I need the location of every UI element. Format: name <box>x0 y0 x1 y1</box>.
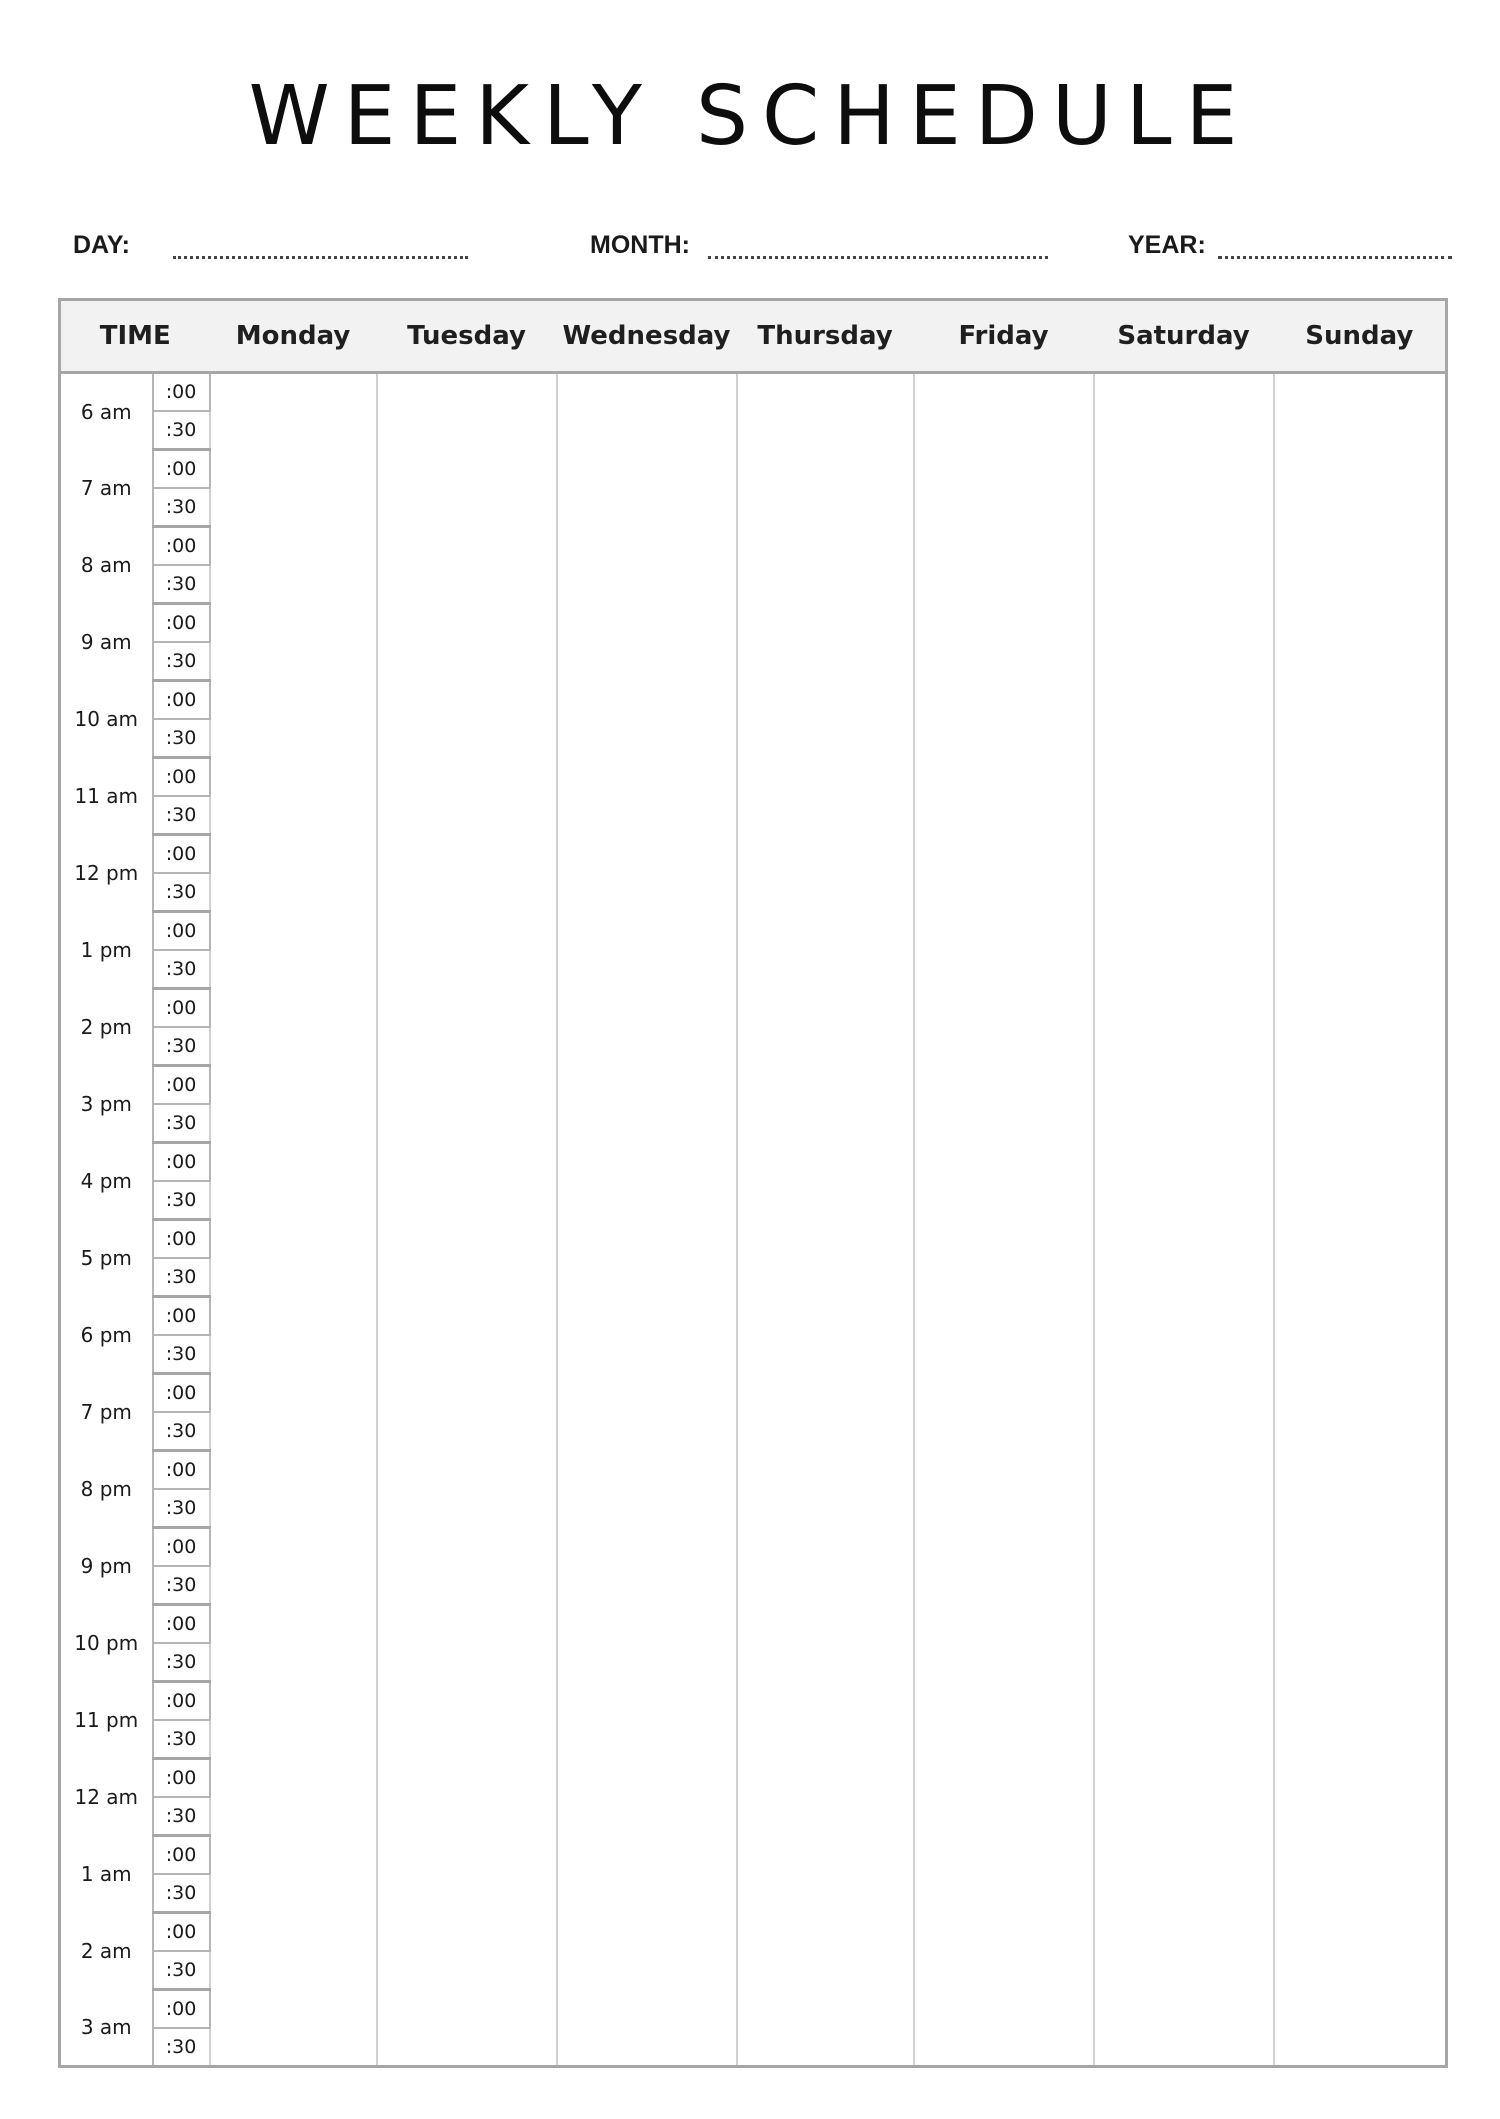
minute-label: :00 <box>153 1836 210 1875</box>
minute-label: :30 <box>153 1797 210 1836</box>
day-header: Friday <box>914 300 1094 373</box>
schedule-cell[interactable] <box>737 835 914 912</box>
schedule-cell[interactable] <box>737 1682 914 1759</box>
schedule-cell[interactable] <box>1274 835 1447 912</box>
schedule-row <box>60 527 1447 566</box>
schedule-cell[interactable] <box>377 1066 557 1143</box>
schedule-cell[interactable] <box>737 1451 914 1528</box>
schedule-cell[interactable] <box>377 1605 557 1682</box>
minute-label: :30 <box>153 2028 210 2067</box>
schedule-table <box>58 298 1448 2068</box>
hour-label: 12 pm <box>60 835 153 912</box>
schedule-row <box>60 1913 1447 1952</box>
time-header: TIME <box>60 300 210 373</box>
schedule-cell[interactable] <box>210 1374 377 1451</box>
minute-label: :00 <box>153 912 210 951</box>
schedule-cell[interactable] <box>914 527 1094 604</box>
schedule-cell[interactable] <box>557 1990 737 2067</box>
hour-label: 5 pm <box>60 1220 153 1297</box>
minute-label: :30 <box>153 950 210 989</box>
minute-label: :30 <box>153 1412 210 1451</box>
schedule-cell[interactable] <box>737 1836 914 1913</box>
schedule-cell[interactable] <box>737 1759 914 1836</box>
schedule-cell[interactable] <box>557 989 737 1066</box>
schedule-cell[interactable] <box>1274 1528 1447 1605</box>
minute-label: :00 <box>153 681 210 720</box>
schedule-cell[interactable] <box>210 1220 377 1297</box>
schedule-cell[interactable] <box>210 604 377 681</box>
hour-label: 2 am <box>60 1913 153 1990</box>
schedule-cell[interactable] <box>1274 1297 1447 1374</box>
schedule-cell[interactable] <box>737 1297 914 1374</box>
minute-label: :30 <box>153 796 210 835</box>
schedule-cell[interactable] <box>914 1605 1094 1682</box>
hour-label: 8 am <box>60 527 153 604</box>
schedule-cell[interactable] <box>377 1220 557 1297</box>
schedule-cell[interactable] <box>557 1605 737 1682</box>
hour-label: 3 pm <box>60 1066 153 1143</box>
schedule-cell[interactable] <box>377 1451 557 1528</box>
minute-label: :30 <box>153 642 210 681</box>
schedule-cell[interactable] <box>737 1605 914 1682</box>
minute-label: :30 <box>153 1874 210 1913</box>
minute-label: :00 <box>153 1528 210 1567</box>
schedule-cell[interactable] <box>1094 989 1274 1066</box>
schedule-cell[interactable] <box>557 1297 737 1374</box>
schedule-row <box>60 1759 1447 1798</box>
minute-label: :30 <box>153 1643 210 1682</box>
schedule-cell[interactable] <box>1274 1451 1447 1528</box>
schedule-row <box>60 604 1447 643</box>
schedule-cell[interactable] <box>1094 450 1274 527</box>
schedule-cell[interactable] <box>377 1297 557 1374</box>
schedule-cell[interactable] <box>1094 527 1274 604</box>
hour-label: 1 pm <box>60 912 153 989</box>
schedule-cell[interactable] <box>1094 1066 1274 1143</box>
schedule-cell[interactable] <box>1094 758 1274 835</box>
schedule-cell[interactable] <box>737 373 914 450</box>
minute-label: :00 <box>153 1374 210 1413</box>
schedule-row <box>60 1836 1447 1875</box>
schedule-cell[interactable] <box>737 1220 914 1297</box>
schedule-cell[interactable] <box>377 1836 557 1913</box>
month-input-line[interactable] <box>708 256 1048 259</box>
schedule-cell[interactable] <box>377 835 557 912</box>
schedule-cell[interactable] <box>914 1297 1094 1374</box>
schedule-row <box>60 989 1447 1028</box>
schedule-cell[interactable] <box>210 527 377 604</box>
schedule-cell[interactable] <box>914 1374 1094 1451</box>
schedule-cell[interactable] <box>1274 604 1447 681</box>
minute-label: :00 <box>153 835 210 874</box>
schedule-cell[interactable] <box>377 450 557 527</box>
schedule-cell[interactable] <box>210 1836 377 1913</box>
schedule-row <box>60 373 1447 412</box>
hour-label: 11 pm <box>60 1682 153 1759</box>
schedule-cell[interactable] <box>1274 373 1447 450</box>
schedule-cell[interactable] <box>914 1682 1094 1759</box>
schedule-cell[interactable] <box>1094 1143 1274 1220</box>
schedule-row <box>60 450 1447 489</box>
schedule-cell[interactable] <box>1274 989 1447 1066</box>
schedule-cell[interactable] <box>1274 1374 1447 1451</box>
schedule-cell[interactable] <box>1274 681 1447 758</box>
schedule-cell[interactable] <box>210 1913 377 1990</box>
schedule-cell[interactable] <box>1274 1605 1447 1682</box>
hour-label: 7 am <box>60 450 153 527</box>
minute-label: :00 <box>153 1297 210 1336</box>
schedule-cell[interactable] <box>1094 1913 1274 1990</box>
schedule-cell[interactable] <box>914 1836 1094 1913</box>
schedule-cell[interactable] <box>1274 912 1447 989</box>
schedule-cell[interactable] <box>377 1759 557 1836</box>
header-row <box>60 300 1447 373</box>
schedule-row <box>60 681 1447 720</box>
schedule-cell[interactable] <box>737 1990 914 2067</box>
minute-label: :30 <box>153 1181 210 1220</box>
month-label: MONTH: <box>590 231 690 259</box>
schedule-cell[interactable] <box>1094 1220 1274 1297</box>
schedule-cell[interactable] <box>557 1451 737 1528</box>
schedule-cell[interactable] <box>1094 1990 1274 2067</box>
schedule-cell[interactable] <box>1274 758 1447 835</box>
minute-label: :00 <box>153 450 210 489</box>
schedule-cell[interactable] <box>1274 527 1447 604</box>
minute-label: :00 <box>153 1143 210 1182</box>
day-header: Sunday <box>1274 300 1447 373</box>
schedule-cell[interactable] <box>737 912 914 989</box>
schedule-cell[interactable] <box>377 758 557 835</box>
schedule-cell[interactable] <box>1274 1759 1447 1836</box>
year-input-line[interactable] <box>1218 256 1452 259</box>
month-field <box>590 230 1050 260</box>
schedule-cell[interactable] <box>557 1143 737 1220</box>
minute-label: :00 <box>153 373 210 412</box>
hour-label: 3 am <box>60 1990 153 2067</box>
schedule-cell[interactable] <box>377 527 557 604</box>
schedule-cell[interactable] <box>737 681 914 758</box>
schedule-cell[interactable] <box>557 835 737 912</box>
schedule-cell[interactable] <box>1094 1605 1274 1682</box>
day-header: Tuesday <box>377 300 557 373</box>
schedule-cell[interactable] <box>557 1374 737 1451</box>
schedule-cell[interactable] <box>737 1528 914 1605</box>
day-input-line[interactable] <box>173 256 468 259</box>
hour-label: 9 pm <box>60 1528 153 1605</box>
schedule-cell[interactable] <box>914 1913 1094 1990</box>
minute-label: :30 <box>153 873 210 912</box>
schedule-row <box>60 1528 1447 1567</box>
day-label: DAY: <box>73 231 130 259</box>
schedule-cell[interactable] <box>1094 1297 1274 1374</box>
schedule-cell[interactable] <box>377 1913 557 1990</box>
schedule-cell[interactable] <box>914 912 1094 989</box>
schedule-cell[interactable] <box>210 1682 377 1759</box>
schedule-row <box>60 835 1447 874</box>
minute-label: :30 <box>153 1258 210 1297</box>
schedule-cell[interactable] <box>737 758 914 835</box>
minute-label: :30 <box>153 719 210 758</box>
schedule-cell[interactable] <box>1274 1682 1447 1759</box>
schedule-body <box>60 373 1447 2067</box>
schedule-cell[interactable] <box>210 373 377 450</box>
hour-label: 1 am <box>60 1836 153 1913</box>
year-field <box>1128 230 1452 260</box>
schedule-cell[interactable] <box>557 758 737 835</box>
minute-label: :30 <box>153 411 210 450</box>
schedule-cell[interactable] <box>557 527 737 604</box>
schedule-cell[interactable] <box>914 604 1094 681</box>
schedule-cell[interactable] <box>1274 1220 1447 1297</box>
schedule-cell[interactable] <box>914 681 1094 758</box>
minute-label: :00 <box>153 527 210 566</box>
schedule-cell[interactable] <box>737 989 914 1066</box>
hour-label: 11 am <box>60 758 153 835</box>
minute-label: :00 <box>153 1759 210 1798</box>
schedule-cell[interactable] <box>557 1220 737 1297</box>
schedule-cell[interactable] <box>1274 1990 1447 2067</box>
schedule-cell[interactable] <box>1094 1836 1274 1913</box>
schedule-cell[interactable] <box>210 450 377 527</box>
schedule-cell[interactable] <box>557 1836 737 1913</box>
minute-label: :00 <box>153 1605 210 1644</box>
schedule-cell[interactable] <box>210 1528 377 1605</box>
schedule-row <box>60 1066 1447 1105</box>
schedule-cell[interactable] <box>557 1913 737 1990</box>
schedule-row <box>60 1374 1447 1413</box>
schedule-cell[interactable] <box>1274 1066 1447 1143</box>
minute-label: :30 <box>153 1104 210 1143</box>
schedule-cell[interactable] <box>737 1143 914 1220</box>
schedule-cell[interactable] <box>737 604 914 681</box>
minute-label: :30 <box>153 1566 210 1605</box>
day-header: Monday <box>210 300 377 373</box>
schedule-cell[interactable] <box>210 912 377 989</box>
minute-label: :30 <box>153 1951 210 1990</box>
schedule-cell[interactable] <box>737 527 914 604</box>
schedule-cell[interactable] <box>377 1990 557 2067</box>
schedule-cell[interactable] <box>914 758 1094 835</box>
schedule-cell[interactable] <box>210 1990 377 2067</box>
schedule-cell[interactable] <box>1274 450 1447 527</box>
schedule-row <box>60 912 1447 951</box>
day-header: Wednesday <box>557 300 737 373</box>
schedule-cell[interactable] <box>737 1374 914 1451</box>
schedule-cell[interactable] <box>914 373 1094 450</box>
schedule-cell[interactable] <box>1094 835 1274 912</box>
minute-label: :30 <box>153 1720 210 1759</box>
schedule-cell[interactable] <box>377 912 557 989</box>
schedule-cell[interactable] <box>914 835 1094 912</box>
schedule-row <box>60 1143 1447 1182</box>
minute-label: :30 <box>153 1027 210 1066</box>
schedule-cell[interactable] <box>210 1143 377 1220</box>
schedule-cell[interactable] <box>914 1990 1094 2067</box>
schedule-cell[interactable] <box>914 450 1094 527</box>
schedule-cell[interactable] <box>1094 604 1274 681</box>
minute-label: :00 <box>153 604 210 643</box>
minute-label: :00 <box>153 1913 210 1952</box>
schedule-cell[interactable] <box>377 373 557 450</box>
schedule-cell[interactable] <box>557 1528 737 1605</box>
schedule-cell[interactable] <box>737 450 914 527</box>
minute-label: :30 <box>153 1489 210 1528</box>
schedule-cell[interactable] <box>1094 1682 1274 1759</box>
minute-label: :30 <box>153 1335 210 1374</box>
minute-label: :00 <box>153 989 210 1028</box>
schedule-cell[interactable] <box>557 450 737 527</box>
schedule-cell[interactable] <box>210 989 377 1066</box>
minute-label: :00 <box>153 1066 210 1105</box>
minute-label: :00 <box>153 1451 210 1490</box>
schedule-cell[interactable] <box>377 604 557 681</box>
schedule-cell[interactable] <box>1274 1143 1447 1220</box>
minute-label: :00 <box>153 1220 210 1259</box>
schedule-cell[interactable] <box>1094 912 1274 989</box>
year-label: YEAR: <box>1128 231 1206 259</box>
hour-label: 6 pm <box>60 1297 153 1374</box>
schedule-cell[interactable] <box>377 1682 557 1759</box>
schedule-cell[interactable] <box>1094 1374 1274 1451</box>
schedule-row <box>60 1220 1447 1259</box>
hour-label: 10 pm <box>60 1605 153 1682</box>
schedule-cell[interactable] <box>210 681 377 758</box>
schedule-cell[interactable] <box>1094 681 1274 758</box>
schedule-cell[interactable] <box>210 758 377 835</box>
schedule-cell[interactable] <box>914 989 1094 1066</box>
schedule-cell[interactable] <box>377 681 557 758</box>
schedule-cell[interactable] <box>377 1374 557 1451</box>
hour-label: 4 pm <box>60 1143 153 1220</box>
minute-label: :00 <box>153 758 210 797</box>
hour-label: 2 pm <box>60 989 153 1066</box>
schedule-cell[interactable] <box>557 604 737 681</box>
hour-label: 12 am <box>60 1759 153 1836</box>
page-title: WEEKLY SCHEDULE <box>248 69 1252 164</box>
hour-label: 9 am <box>60 604 153 681</box>
schedule-cell[interactable] <box>210 1451 377 1528</box>
schedule-cell[interactable] <box>210 1066 377 1143</box>
schedule-cell[interactable] <box>1094 1528 1274 1605</box>
schedule-cell[interactable] <box>1094 373 1274 450</box>
schedule-cell[interactable] <box>1094 1451 1274 1528</box>
schedule-cell[interactable] <box>1274 1836 1447 1913</box>
schedule-cell[interactable] <box>914 1143 1094 1220</box>
schedule-cell[interactable] <box>557 912 737 989</box>
schedule-cell[interactable] <box>737 1066 914 1143</box>
schedule-cell[interactable] <box>210 835 377 912</box>
schedule-cell[interactable] <box>914 1220 1094 1297</box>
hour-label: 7 pm <box>60 1374 153 1451</box>
minute-label: :30 <box>153 565 210 604</box>
schedule-row <box>60 1605 1447 1644</box>
schedule-cell[interactable] <box>210 1759 377 1836</box>
schedule-cell[interactable] <box>557 1759 737 1836</box>
day-field <box>73 230 473 260</box>
schedule-cell[interactable] <box>377 1528 557 1605</box>
schedule-cell[interactable] <box>1094 1759 1274 1836</box>
schedule-cell[interactable] <box>557 1066 737 1143</box>
schedule-cell[interactable] <box>737 1913 914 1990</box>
schedule-row <box>60 1297 1447 1336</box>
schedule-cell[interactable] <box>377 1143 557 1220</box>
minute-label: :00 <box>153 1990 210 2029</box>
schedule-cell[interactable] <box>914 1451 1094 1528</box>
hour-label: 6 am <box>60 373 153 450</box>
day-header: Thursday <box>737 300 914 373</box>
minute-label: :30 <box>153 488 210 527</box>
schedule-row <box>60 1990 1447 2029</box>
schedule-cell[interactable] <box>557 373 737 450</box>
schedule-row <box>60 758 1447 797</box>
schedule-row <box>60 1451 1447 1490</box>
day-header: Saturday <box>1094 300 1274 373</box>
schedule-cell[interactable] <box>557 681 737 758</box>
schedule-row <box>60 1682 1447 1721</box>
hour-label: 8 pm <box>60 1451 153 1528</box>
schedule-cell[interactable] <box>210 1605 377 1682</box>
schedule-cell[interactable] <box>914 1759 1094 1836</box>
schedule-cell[interactable] <box>210 1297 377 1374</box>
schedule-cell[interactable] <box>914 1066 1094 1143</box>
schedule-cell[interactable] <box>914 1528 1094 1605</box>
schedule-cell[interactable] <box>557 1682 737 1759</box>
schedule-cell[interactable] <box>1274 1913 1447 1990</box>
schedule-cell[interactable] <box>377 989 557 1066</box>
hour-label: 10 am <box>60 681 153 758</box>
minute-label: :00 <box>153 1682 210 1721</box>
